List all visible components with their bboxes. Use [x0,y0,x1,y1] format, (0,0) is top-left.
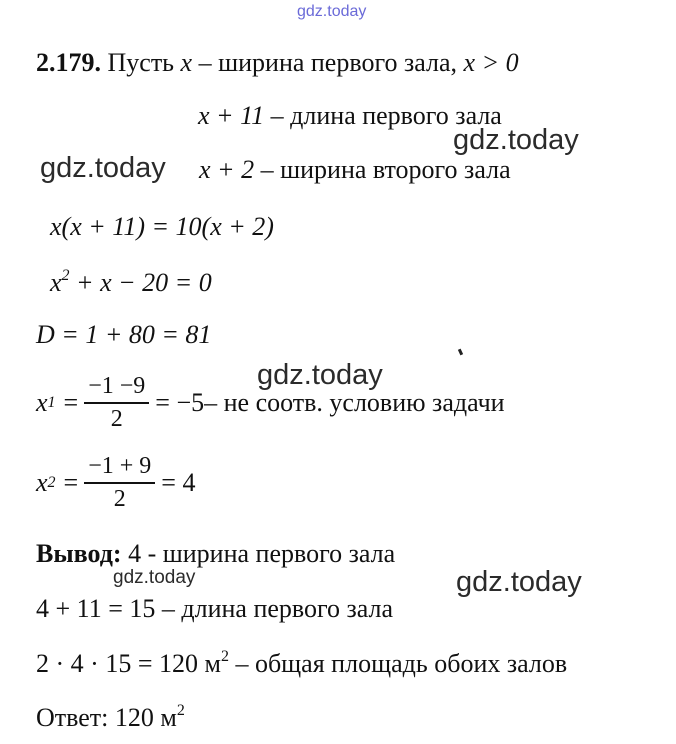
x2-fraction [84,453,155,513]
answer-exponent: 2 [176,702,185,719]
problem-number: 2.179. [36,48,101,77]
conclusion-line [36,541,395,567]
eq2-exponent: 2 [61,267,70,284]
watermark: gdz.today [40,152,166,184]
length-result-line [36,596,393,622]
length-result-text: – длина первого зала [155,594,394,623]
area-exponent: 2 [220,648,229,665]
watermark-top: gdz.today [297,3,367,20]
area-line [36,649,567,677]
width2-expression: x + 2 [199,155,255,184]
x1-denominator: 2 [110,406,123,432]
width2-text: – ширина второго зала [254,155,511,184]
conclusion-label: Вывод: [36,539,122,568]
x2-result: = 4 [161,468,196,497]
x2-denominator: 2 [113,486,126,512]
x1-equals: = [63,388,79,417]
root-x2 [36,443,195,523]
conclusion-text: 4 - ширина первого зала [121,539,396,568]
x1-variable: x [36,388,48,417]
length-expression: x + 11 [198,101,265,130]
x1-result: = −5 [155,388,205,417]
length-text: – длина первого зала [264,101,502,130]
intro-text: Пусть [101,48,181,77]
eq2-rest: + x − 20 = 0 [69,268,212,297]
condition: x > 0 [463,48,519,77]
x1-subscript: 1 [47,394,56,411]
x1-note: – не соотв. условию задачи [204,388,505,417]
x2-equals: = [63,468,79,497]
length-line [198,103,502,129]
x1-numerator: −1 −9 [88,373,146,399]
x2-numerator: −1 + 9 [88,453,152,479]
stray-mark [458,349,463,356]
watermark: gdz.today [113,567,196,588]
variable-x: x [180,48,193,77]
answer-line [36,703,185,731]
length-result-expression: 4 + 11 = 15 [36,594,156,623]
x2-variable: x [36,468,48,497]
watermark: gdz.today [257,359,383,391]
equation-2 [50,268,212,296]
x1-fraction [84,373,149,433]
area-text: – общая площадь обоих залов [228,649,568,678]
equation-1: x(x + 11) = 10(x + 2) [50,212,274,241]
answer-text: Ответ: 120 м [36,703,177,732]
eq2-x: x [50,268,62,297]
width2-line [199,157,511,183]
width-definition: – ширина первого зала, [192,48,464,77]
watermark: gdz.today [453,124,579,156]
x2-subscript: 2 [47,474,56,491]
area-expression: 2 · 4 · 15 = 120 м [36,649,221,678]
problem-statement [36,50,519,76]
root-x1 [36,359,505,443]
watermark: gdz.today [456,566,582,598]
discriminant: D = 1 + 80 = 81 [36,320,212,349]
